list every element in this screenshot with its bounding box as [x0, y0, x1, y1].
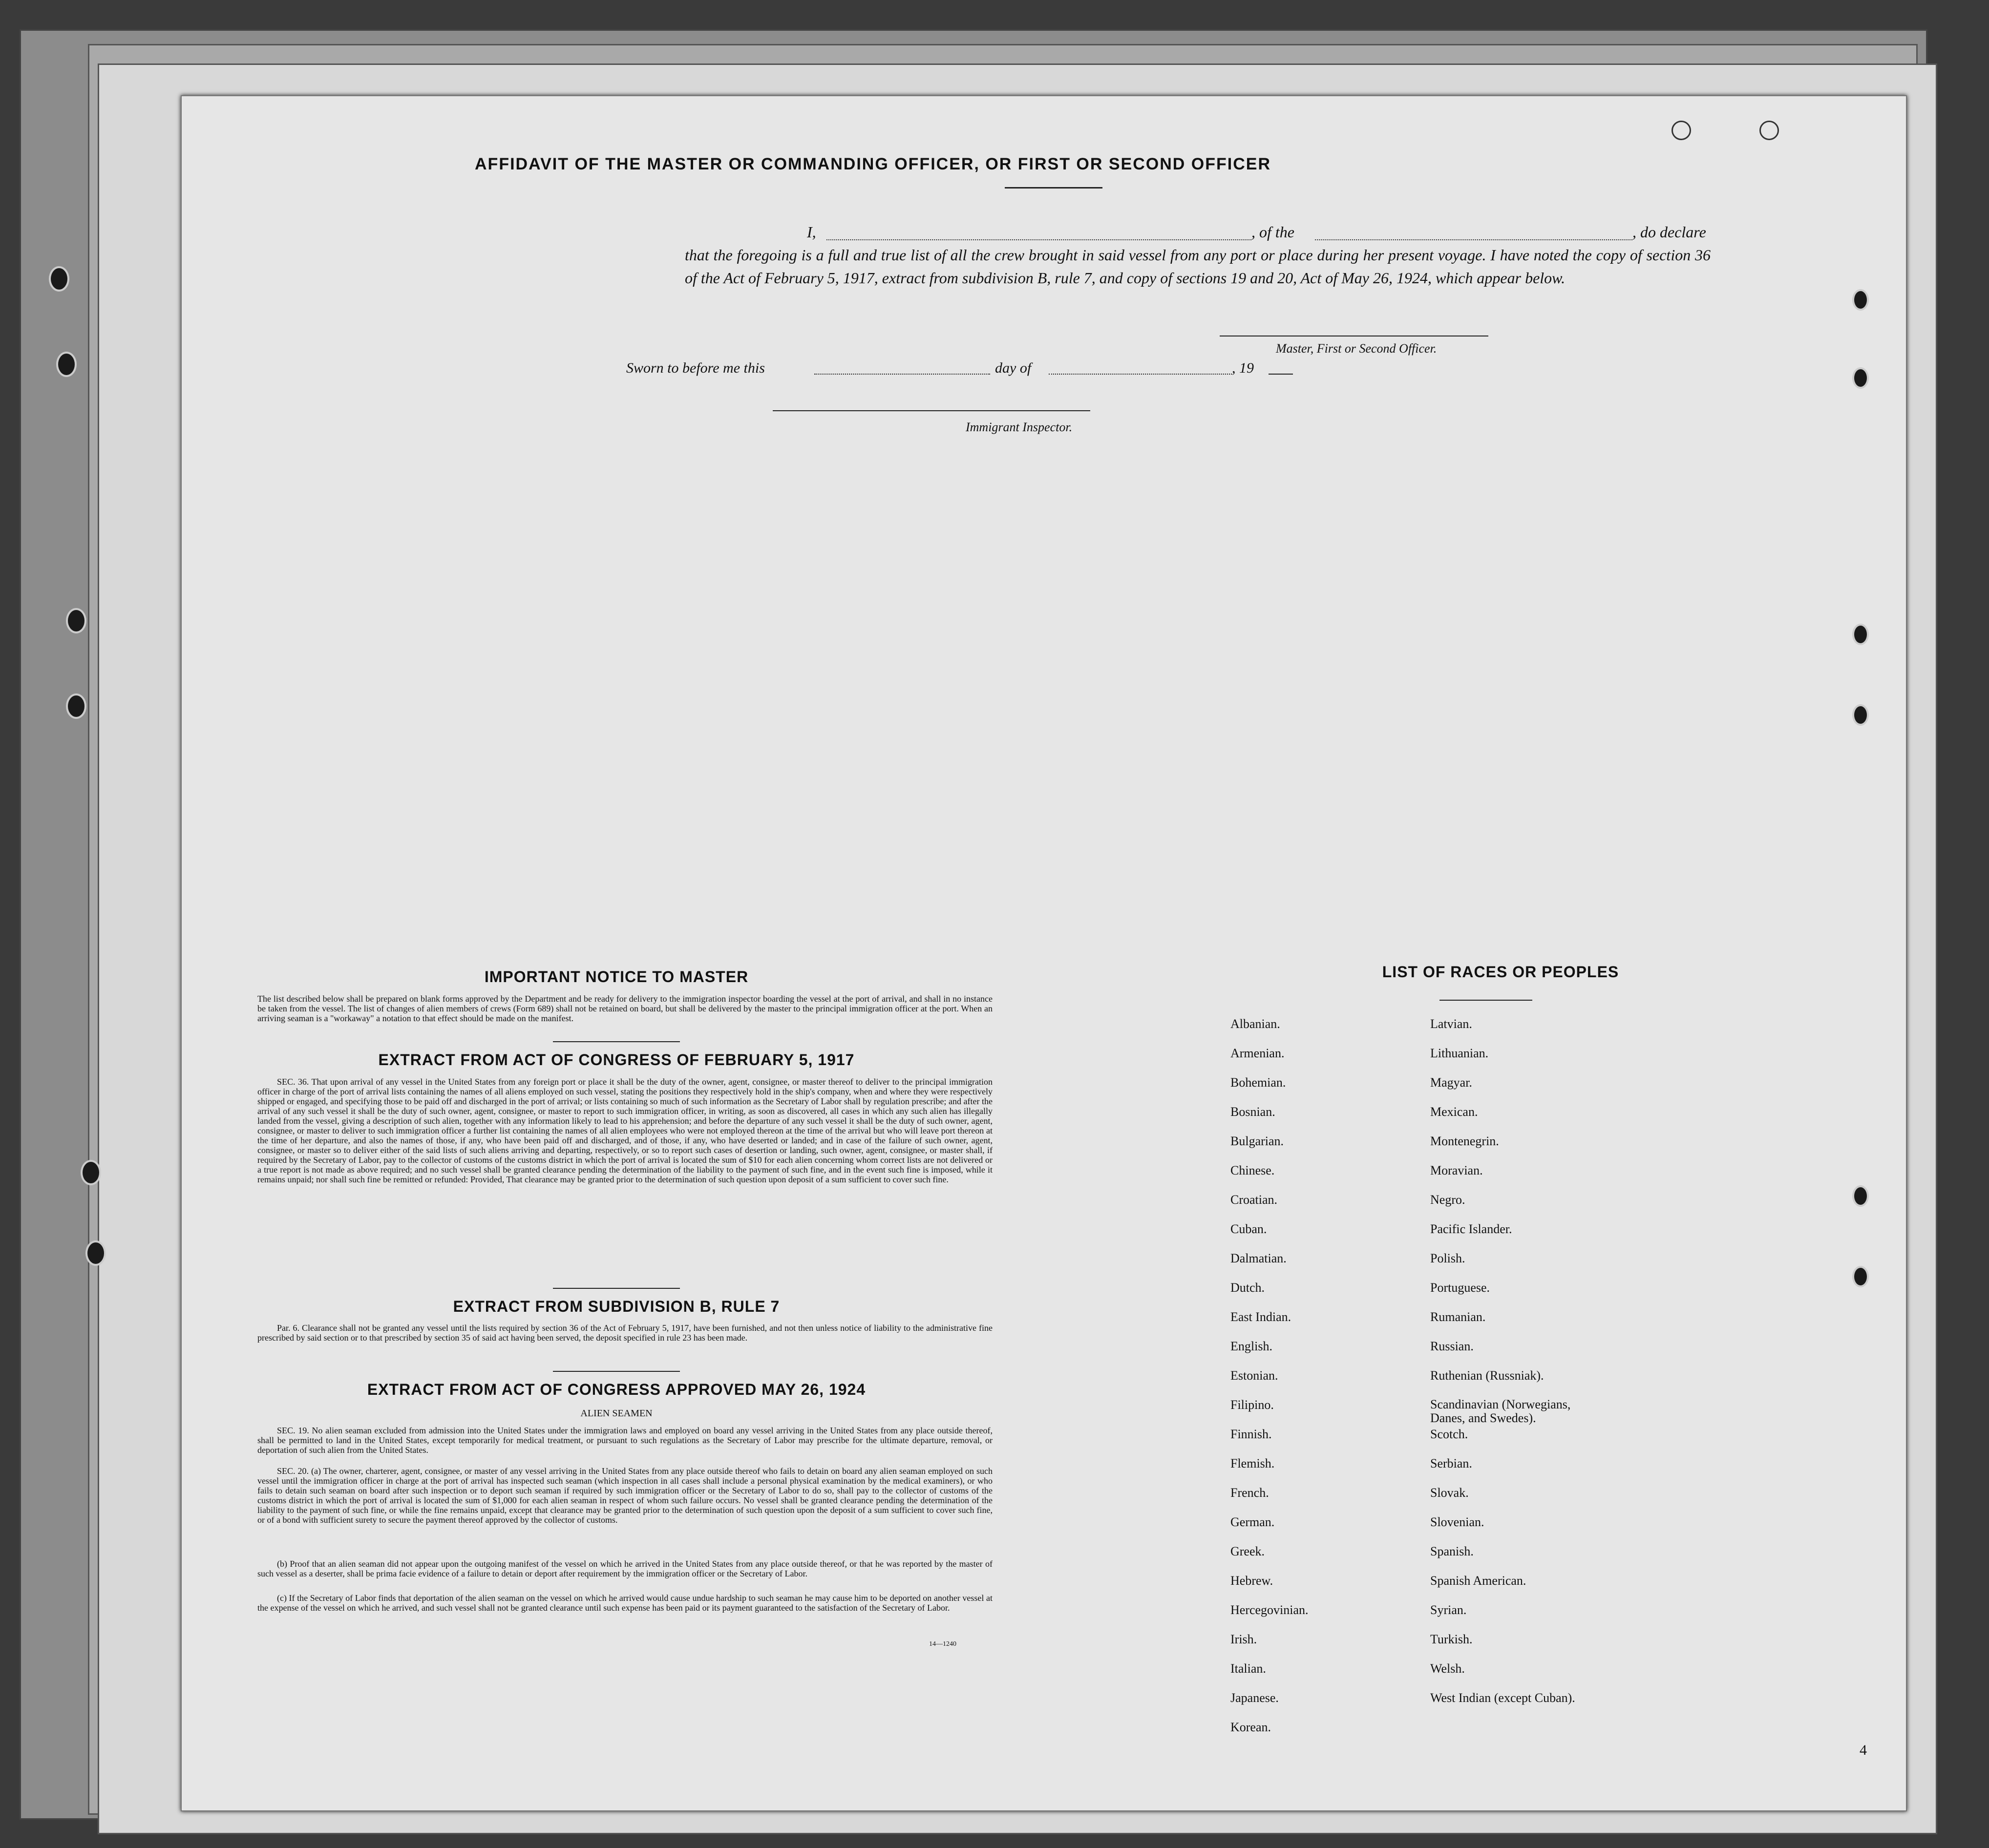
- races-column-2: [1430, 1017, 1723, 1720]
- year-blank: [1269, 374, 1293, 375]
- rule7-text: Par. 6. Clearance shall not be granted any vessel until the lists required by section 36 of the Act of February 5, 1917, have been furnished, and not then unless notice of liability to the administrative fine prescribed by said section or to that prescribed by section 35 of said act having been served, the deposit specified in rule 23 has been made.: [257, 1323, 993, 1343]
- form-number: 14—1240: [929, 1640, 956, 1648]
- race-list-item: Montenegrin.: [1430, 1134, 1499, 1148]
- year-label: , 19: [1232, 360, 1254, 376]
- binder-hole-icon: [85, 1240, 106, 1266]
- race-list-item: Filipino.: [1230, 1398, 1274, 1412]
- manifest-page: [181, 95, 1907, 1811]
- race-list-item: Cuban.: [1230, 1222, 1267, 1236]
- sec20a-text: SEC. 20. (a) The owner, charterer, agent, consignee, or master of any vessel arriving in the United States from any place outside thereof who fails to detain on board any alien seaman employed on such vessel until the immigration officer in charge at the port of arrival has inspected such seaman (which inspection in all cases shall include a personal physical examination by the medical examiners), or who fails to detain such seaman on board after such inspection or to deport such seaman if required by such immigration officer or the Secretary of Labor to do so, shall pay to the collector of customs of the customs district in which the port of arrival is located the sum of $1,000 for each alien seaman in respect of whom such failure occurs. No vessel shall be granted clearance pending the determination of the liability to the payment of such fine, or while the fine remains unpaid, except that clearance may be granted prior to the determination of such question upon the deposit of a sum sufficient to cover such fine, or of a bond with sufficient surety to secure the payment thereof approved by the collector of customs.: [257, 1466, 993, 1525]
- extract-1917-title: EXTRACT FROM ACT OF CONGRESS OF FEBRUARY 5, 1917: [378, 1051, 855, 1069]
- divider: [553, 1288, 680, 1289]
- name-blank: [826, 239, 1251, 240]
- race-list-item: Pacific Islander.: [1430, 1222, 1512, 1236]
- race-list-item: East Indian.: [1230, 1310, 1291, 1324]
- races-title: LIST OF RACES OR PEOPLES: [1382, 963, 1619, 981]
- extract-1924-subtitle: ALIEN SEAMEN: [580, 1408, 653, 1419]
- races-column-1: [1230, 1017, 1416, 1749]
- race-list-item: Bohemian.: [1230, 1075, 1286, 1090]
- race-list-item: Syrian.: [1430, 1603, 1467, 1617]
- race-list-item: Slovenian.: [1430, 1515, 1484, 1529]
- day-of-label: day of: [995, 360, 1032, 376]
- divider: [1439, 1000, 1532, 1001]
- race-list-item: Albanian.: [1230, 1017, 1280, 1031]
- vessel-blank: [1315, 239, 1632, 240]
- race-list-item: Finnish.: [1230, 1427, 1272, 1441]
- extract-1917-text: SEC. 36. That upon arrival of any vessel in the United States from any foreign port or place it shall be the duty of the owner, agent, consignee, or master thereof to deliver to the principal immigration officer in charge of the port of arrival lists containing the names of all aliens employed on such vessel, stating the positions they respectively hold in the ship's company, when and where they were respectively shipped or engaged, and specifying those to be paid off and discharged in the port of arrival; or lists containing so much of such information as the Secretary of Labor shall by regulation prescribe; and after the arrival of any such vessel it shall be the duty of such owner, agent, consignee, or master to report to such immigration officer, in writing, as soon as discovered, all cases in which any such alien has illegally landed from the vessel, giving a description of such alien, together with any information likely to lead to his apprehension; and before the departure of any such vessel it shall be the duty of such owner, agent, consignee, or master to deliver to such immigration officer a further list containing the names of all alien employees who were not employed thereon at the time of the arrival but who will leave port thereon at the time of her departure, and also the names of those, if any, who have been paid off and discharged, and of those, if any, who have deserted or landed; and in case of the failure of such owner, agent, consignee, or master so to deliver either of the said lists of such aliens arriving and departing, respectively, or so to report such cases of desertion or landing, such owner, agent, consignee, or master shall, if required by the Secretary of Labor, pay to the collector of customs of the customs district in which the port of arrival is located the sum of $10 for each alien concerning whom correct lists are not delivered or a true report is not made as above required; and no such vessel shall be granted clearance pending the determination of the liability to the payment of such fine, and in the event such fine is imposed, while it remains unpaid; nor shall such fine be remitted or refunded: Provided, That clearance may be granted prior to the determination of such question upon deposit of a sum sufficient to cover such fine.: [257, 1077, 993, 1184]
- race-list-item: Russian.: [1430, 1339, 1474, 1353]
- race-list-item: Rumanian.: [1430, 1310, 1486, 1324]
- notice-text: The list described below shall be prepared on blank forms approved by the Department and be ready for delivery to the immigration inspector boarding the vessel at the port of arrival, and shall in no instance be taken from the vessel. The list of changes of alien members of crews (Form 689) shall not be retained on board, but shall be delivered by the master to the principal immigration officer at the port. When an arriving seaman is a "workaway" a notation to that effect should be made on the manifest.: [257, 994, 993, 1023]
- race-list-item: Spanish American.: [1430, 1574, 1526, 1588]
- race-list-item: Croatian.: [1230, 1193, 1278, 1207]
- race-list-item: Serbian.: [1430, 1456, 1472, 1470]
- page-mark: 4: [1860, 1742, 1867, 1758]
- race-list-item: Scotch.: [1430, 1427, 1468, 1441]
- race-list-item: West Indian (except Cuban).: [1430, 1691, 1575, 1705]
- binder-hole-icon: [1852, 624, 1869, 645]
- inspector-signature-line: [773, 410, 1090, 411]
- stamp-circle-icon: [1672, 121, 1691, 140]
- sec20c-text: (c) If the Secretary of Labor finds that deportation of the alien seaman on the vessel on which he arrived would cause undue hardship to such seaman he may cause him to be deported on another vessel at the expense of the vessel on which he arrived, and such vessel shall not be granted clearance until such expense has been paid or its payment guaranteed to the satisfaction of the Secretary of Labor.: [257, 1593, 993, 1613]
- race-list-item: Ruthenian (Russniak).: [1430, 1368, 1544, 1383]
- master-signature-label: Master, First or Second Officer.: [1276, 341, 1437, 356]
- binder-hole-icon: [1852, 1185, 1869, 1207]
- binder-hole-icon: [1852, 1266, 1869, 1287]
- race-list-item: Latvian.: [1430, 1017, 1472, 1031]
- race-list-item: Polish.: [1430, 1251, 1465, 1265]
- binder-hole-icon: [81, 1160, 101, 1185]
- race-list-item: Greek.: [1230, 1544, 1265, 1558]
- race-list-item: Japanese.: [1230, 1691, 1279, 1705]
- notice-title: IMPORTANT NOTICE TO MASTER: [484, 968, 749, 986]
- month-blank: [1049, 374, 1232, 375]
- binder-hole-icon: [49, 266, 69, 292]
- race-list-item: Italian.: [1230, 1661, 1266, 1676]
- race-list-item: Magyar.: [1430, 1075, 1472, 1090]
- race-list-item: Slovak.: [1430, 1486, 1469, 1500]
- rule7-title: EXTRACT FROM SUBDIVISION B, RULE 7: [453, 1298, 780, 1315]
- race-list-item: Estonian.: [1230, 1368, 1278, 1383]
- sec20b-text: (b) Proof that an alien seaman did not appear upon the outgoing manifest of the vessel on which he arrived in the United States from any place outside thereof, or that he was reported by the master of such vessel as a deserter, shall be prima facie evidence of a failure to detain or deport after requirement by the immigration officer or the Secretary of Labor.: [257, 1559, 993, 1578]
- binder-hole-icon: [1852, 367, 1869, 389]
- race-list-item: Bulgarian.: [1230, 1134, 1284, 1148]
- declaration-of: , of the: [1251, 223, 1294, 241]
- race-list-item: Mexican.: [1430, 1105, 1478, 1119]
- declaration-body: that the foregoing is a full and true list of all the crew brought in said vessel from any port or place during her present voyage. I have noted the copy of section 36 of the Act of February 5, 1917, extract from subdivision B, rule 7, and copy of sections 19 and 20, Act of May 26, 1924, which appear below.: [685, 246, 1711, 287]
- binder-hole-icon: [1852, 704, 1869, 726]
- race-list-item: Bosnian.: [1230, 1105, 1275, 1119]
- race-list-item: Turkish.: [1430, 1632, 1473, 1646]
- race-list-item: Scandinavian (Norwegians, Danes, and Swedes).: [1430, 1397, 1571, 1425]
- race-list-item: Flemish.: [1230, 1456, 1275, 1470]
- race-list-item: Armenian.: [1230, 1046, 1285, 1060]
- binder-hole-icon: [56, 352, 77, 377]
- race-list-item: Lithuanian.: [1430, 1046, 1489, 1060]
- declaration-i: I,: [807, 223, 816, 241]
- race-list-item: French.: [1230, 1486, 1269, 1500]
- sworn-date-blank: [814, 374, 990, 375]
- race-list-item: Irish.: [1230, 1632, 1257, 1646]
- sec19-text: SEC. 19. No alien seaman excluded from admission into the United States under the immigration laws and employed on board any vessel arriving in the United States from any place outside thereof, shall be permitted to land in the United States, except temporarily for medical treatment, or pursuant to such regulations as the Secretary of Labor may prescribe for the ultimate departure, removal, or deportation of such alien from the United States.: [257, 1426, 993, 1455]
- declaration-declare: , do declare: [1632, 223, 1706, 241]
- race-list-item: Dutch.: [1230, 1281, 1265, 1295]
- race-list-item: Hebrew.: [1230, 1574, 1273, 1588]
- inspector-signature-label: Immigrant Inspector.: [966, 420, 1073, 434]
- binder-hole-icon: [66, 693, 86, 719]
- binder-hole-icon: [1852, 289, 1869, 311]
- extract-1924-title: EXTRACT FROM ACT OF CONGRESS APPROVED MAY 26, 1924: [367, 1381, 866, 1398]
- race-list-item: Korean.: [1230, 1720, 1271, 1734]
- race-list-item: Negro.: [1430, 1193, 1465, 1207]
- race-list-item: Portuguese.: [1430, 1281, 1490, 1295]
- race-list-item: Welsh.: [1430, 1661, 1465, 1676]
- race-list-item: Dalmatian.: [1230, 1251, 1287, 1265]
- race-list-item: Chinese.: [1230, 1163, 1275, 1177]
- race-list-item: German.: [1230, 1515, 1275, 1529]
- binder-hole-icon: [66, 608, 86, 633]
- race-list-item: Spanish.: [1430, 1544, 1474, 1558]
- race-list-item: Hercegovinian.: [1230, 1603, 1309, 1617]
- stamp-circle-icon: [1759, 121, 1779, 140]
- sworn-label: Sworn to before me this: [626, 360, 765, 376]
- race-list-item: Moravian.: [1430, 1163, 1483, 1177]
- affidavit-title: AFFIDAVIT OF THE MASTER OR COMMANDING OFFICER, OR FIRST OR SECOND OFFICER: [475, 155, 1271, 173]
- race-list-item: English.: [1230, 1339, 1272, 1353]
- divider: [1005, 187, 1102, 189]
- divider: [553, 1371, 680, 1372]
- divider: [553, 1041, 680, 1042]
